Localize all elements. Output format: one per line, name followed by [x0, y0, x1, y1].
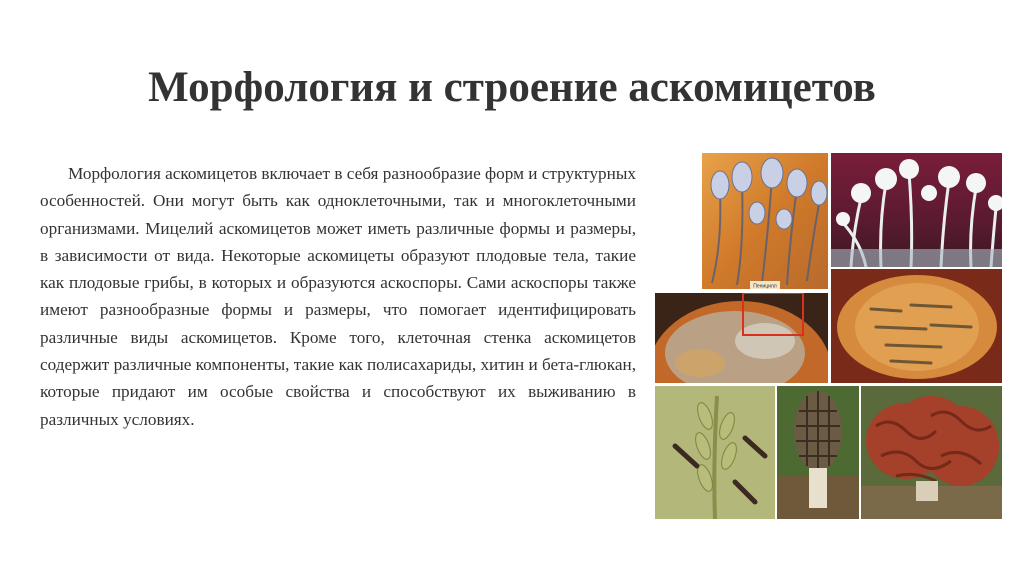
false-morel-mushroom-image — [861, 386, 1002, 519]
ascomycetes-photo-collage — [655, 153, 1002, 519]
slide-paragraph: Морфология аскомицетов включает в себя разнообразие форм и структурных особенностей. Они могут быть как одноклеточными, так и многоклеточными организмами. Мицелий аскомицетов может иметь различные формы и размеры, в зависимости от вида. Некоторые аскомицеты образуют плодовые тела, такие как плодовые грибы, в которых и образуются аскоспоры. Сами аскоспоры также имеют разнообразные формы и размеры, что помогает идентифицировать различные виды аскомицетов. Кроме того, клеточная стенка аскомицетов содержит различные компоненты, такие как полисахариды, хитин и бета-глюкан, которые придают им особые свойства и способствуют их выживанию в различных условиях. — [40, 164, 636, 429]
penicillium-caption: Пеницилл — [753, 283, 777, 289]
penicillium-micrograph-image — [702, 153, 828, 289]
slide-title: Морфология и строение аскомицетов — [148, 64, 876, 111]
white-mold-stalks-image — [831, 153, 1002, 267]
ergot-on-grain-image — [655, 386, 775, 519]
onion-mold-image — [831, 269, 1002, 383]
moldy-orange-image — [655, 293, 828, 383]
morel-mushroom-image — [777, 386, 859, 519]
